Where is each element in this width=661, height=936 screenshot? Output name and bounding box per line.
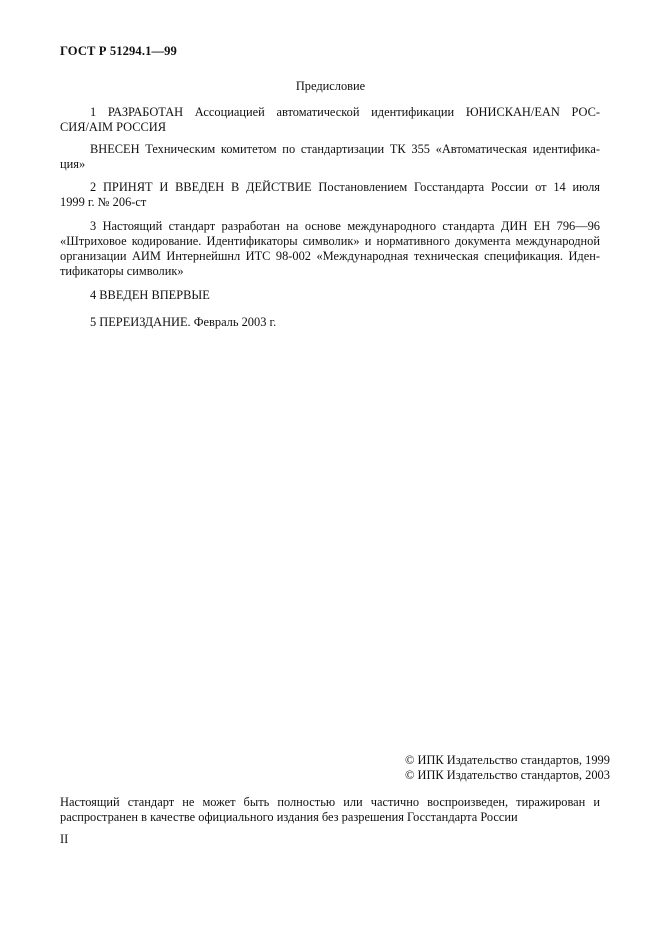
paragraph-line: 5 ПЕРЕИЗДАНИЕ. Февраль 2003 г. bbox=[90, 315, 277, 329]
copyright-block bbox=[405, 753, 610, 783]
paragraph-developed bbox=[60, 105, 600, 135]
paragraph-first-introduced bbox=[60, 288, 600, 303]
paragraph-reissue bbox=[60, 315, 600, 330]
paragraph-line: СИЯ/AIM РОССИЯ bbox=[60, 120, 166, 134]
copyright-line: © ИПК Издательство стандартов, 1999 bbox=[405, 753, 610, 767]
paragraph-line: «Штриховое кодирование. Идентификаторы символик» и нормативного документа международной bbox=[60, 234, 600, 248]
copyright-line: © ИПК Издательство стандартов, 2003 bbox=[405, 768, 610, 782]
notice-line: распространен в качестве официального издания без разрешения Госстандарта России bbox=[60, 810, 518, 824]
reproduction-notice bbox=[60, 795, 600, 825]
paragraph-line: 1 РАЗРАБОТАН Ассоциацией автоматической идентификации ЮНИСКАН/EAN РОС- bbox=[90, 105, 600, 119]
paragraph-line: 1999 г. № 206-ст bbox=[60, 195, 147, 209]
paragraph-line: тификаторы символик» bbox=[60, 264, 184, 278]
paragraph-line: ВНЕСЕН Техническим комитетом по стандартизации ТК 355 «Автоматическая идентифика- bbox=[90, 142, 600, 156]
section-title: Предисловие bbox=[295, 79, 366, 93]
paragraph-line: 4 ВВЕДЕН ВПЕРВЫЕ bbox=[90, 288, 210, 302]
paragraph-adopted bbox=[60, 180, 600, 210]
paragraph-line: 3 Настоящий стандарт разработан на основе международного стандарта ДИН ЕН 796—96 bbox=[90, 219, 600, 233]
paragraph-basis bbox=[60, 219, 600, 279]
document-code: ГОСТ Р 51294.1—99 bbox=[60, 44, 177, 58]
paragraph-line: ция» bbox=[60, 157, 86, 171]
notice-line: Настоящий стандарт не может быть полностью или частично воспроизведен, тиражирован и bbox=[60, 795, 600, 809]
paragraph-introduced bbox=[60, 142, 600, 172]
paragraph-line: организации АИМ Интернейшнл ИТС 98-002 «Международная техническая спецификация. Иден- bbox=[60, 249, 600, 263]
paragraph-line: 2 ПРИНЯТ И ВВЕДЕН В ДЕЙСТВИЕ Постановлением Госстандарта России от 14 июля bbox=[90, 180, 600, 194]
page-number: II bbox=[60, 832, 69, 846]
